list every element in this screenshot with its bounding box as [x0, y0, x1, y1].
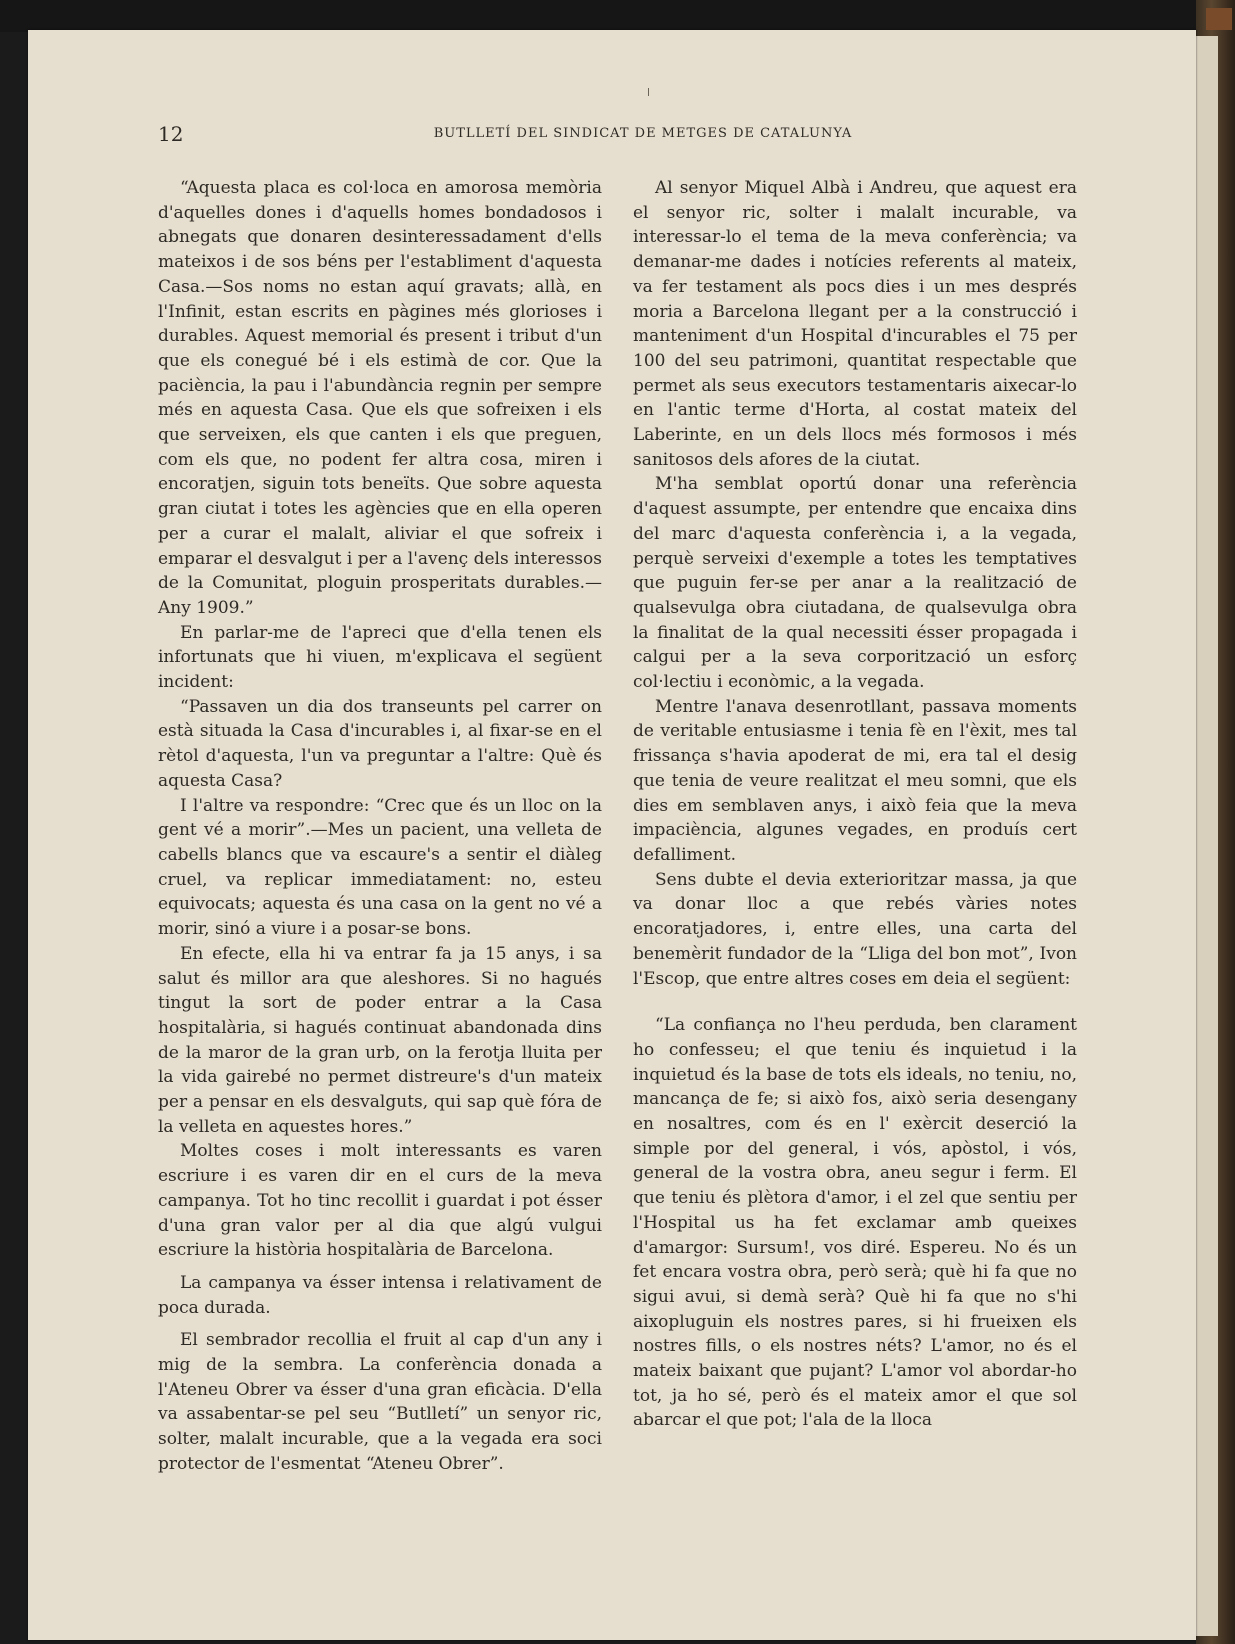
- document-page: [28, 30, 1196, 1640]
- paragraph: El sembrador recollia el fruit al cap d'un any i mig de la sembra. La conferència donada a l'Ateneu Obrer va ésser d'una gran eficàcia. D'ella va assabentar-se pel seu “Butlletí” un senyor ric, solter, malalt incurable, que a la vegada era soci protector de l'esmentat “Ateneu Obrer”.: [158, 1330, 602, 1474]
- binding-tab: [1206, 8, 1232, 30]
- running-title: BUTLLETÍ DEL SINDICAT DE METGES DE CATALUNYA: [433, 126, 853, 141]
- quoted-letter: “La confiança no l'heu perduda, ben clarament ho confesseu; el que teniu és inquietud i la inquietud és la base de tots els ideals, no teniu, no, mancança de fe; si això fos, això seria desengany en nosaltres, com és en l' exèrcit deserció la simple por del general, i vós, apòstol, i vós, general de la vostra obra, aneu segur i ferm. El que teniu és plètora d'amor, i el zel que sentiu per l'Hospital us ha fet exclamar amb queixes d'amargor: Sursum!, vos diré. Espereu. No és un fet encara vostra obra, però serà; què hi fa que no sigui avui, si demà serà? Què hi fa que no s'hi aixopluguin els nostres pares, si hi frueixen els nostres fills, o els nostres néts? L'amor, no és el mateix baixant que pujant? L'amor vol abordar-ho tot, ja ho sé, però és el mateix amor el que sol abarcar el que pot; l'ala de la lloca: [633, 1015, 1077, 1431]
- paragraph: Mentre l'anava desenrotllant, passava moments de veritable entusiasme i tenia fè en l'èxit, mes tal frissança s'havia apoderat de mi, era tal el desig que tenia de veure realitzat el meu somni, que els dies em semblaven anys, i això feia que la meva impaciència, algunes vegades, en produís cert defalliment.: [633, 696, 1077, 865]
- right-column: [633, 176, 1077, 1433]
- next-page-edge: [1196, 36, 1218, 1636]
- paragraph: Sens dubte el devia exterioritzar massa, ja que va donar lloc a que rebés vàries notes encoratjadores, i, entre elles, una carta del benemèrit fundador de la “Lliga del bon mot”, Ivon l'Escop, que entre altres coses em deia el següent:: [633, 869, 1077, 989]
- paragraph: I l'altre va respondre: “Crec que és un lloc on la gent vé a morir”.—Mes un pacient, una velleta de cabells blancs que va escaure's a sentir el diàleg cruel, va replicar immediatament: no, esteu equivocats; aquesta és una casa on la gent no vé a morir, sinó a viure i a posar-se bons.: [158, 795, 602, 940]
- paragraph: En parlar-me de l'apreci que d'ella tenen els infortunats que hi viuen, m'explicava el següent incident:: [158, 622, 602, 693]
- paragraph: Moltes coses i molt interessants es varen escriure i es varen dir en el curs de la meva campanya. Tot ho tinc recollit i guardat i pot ésser d'una gran valor per al dia que algú vulgui escriure la història hospitalària de Barcelona.: [158, 1141, 602, 1261]
- paragraph: “Passaven un dia dos transeunts pel carrer on està situada la Casa d'incurables i, al fixar-se en el rètol d'aquesta, l'un va preguntar a l'altre: Què és aquesta Casa?: [158, 696, 602, 791]
- paragraph: La campanya va ésser intensa i relativament de poca durada.: [158, 1272, 602, 1318]
- left-column: [158, 176, 602, 1477]
- paragraph: “Aquesta placa es col·loca en amorosa memòria d'aquelles dones i d'aquells homes bondadosos i abnegats que donaren desinteressadament d'ells mateixos i de sos béns per l'establiment d'aquesta Casa.—Sos noms no estan aquí gravats; allà, en l'Infinit, estan escrits en pàgines més glorioses i durables. Aquest memorial és present i tribut d'un que els conegué bé i els estimà de cor. Que la paciència, la pau i l'abundància regnin per sempre més en aquesta Casa. Que els que sofreixen i els que serveixen, els que canten i els que preguen, com els que, no podent fer altra cosa, miren i encoratjen, siguin tots beneïts. Que sobre aquesta gran ciutat i totes les agències que en ella operen per a curar el malalt, aliviar el que sofreix i emparar el desvalgut i per a l'avenç dels interessos de la Comunitat, ploguin prosperitats durables.—Any 1909.”: [158, 178, 602, 618]
- paragraph: Al senyor Miquel Albà i Andreu, que aquest era el senyor ric, solter i malalt incurable, va interessar-lo el tema de la meva conferència; va demanar-me dades i notícies referents al mateix, va fer testament als pocs dies i un mes després moria a Barcelona llegant per a la construcció i manteniment d'un Hospital d'incurables el 75 per 100 del seu patrimoni, quantitat respectable que permet als seus executors testamentaris aixecar-lo en l'antic terme d'Horta, al costat mateix del Laberinte, en un dels llocs més formosos i més sanitosos dels afores de la ciutat.: [633, 178, 1077, 470]
- paragraph: M'ha semblat oportú donar una referència d'aquest assumpte, per entendre que encaixa dins del marc d'aquesta conferència i, a la vegada, perquè serveixi d'exemple a totes les temptatives que puguin fer-se per anar a la realització de qualsevulga obra ciutadana, de qualsevulga obra la finalitat de la qual necessiti ésser propagada i calgui per a la seva corporització un esforç col·lectiu i econòmic, a la vegada.: [633, 474, 1077, 693]
- scan-background-top: [0, 0, 1235, 32]
- printer-mark: [648, 88, 649, 96]
- paragraph: En efecte, ella hi va entrar fa ja 15 anys, i sa salut és millor ara que aleshores. Si no hagués tingut la sort de poder entrar a la Casa hospitalària, si hagués continuat abandonada dins de la maror de la gran urb, on la ferotja lluita per la vida gairebé no permet distreure's d'un mateix per a pensar en els desvalguts, qui sap què fóra de la velleta en aquestes hores.”: [158, 943, 602, 1137]
- page-number: 12: [158, 122, 184, 146]
